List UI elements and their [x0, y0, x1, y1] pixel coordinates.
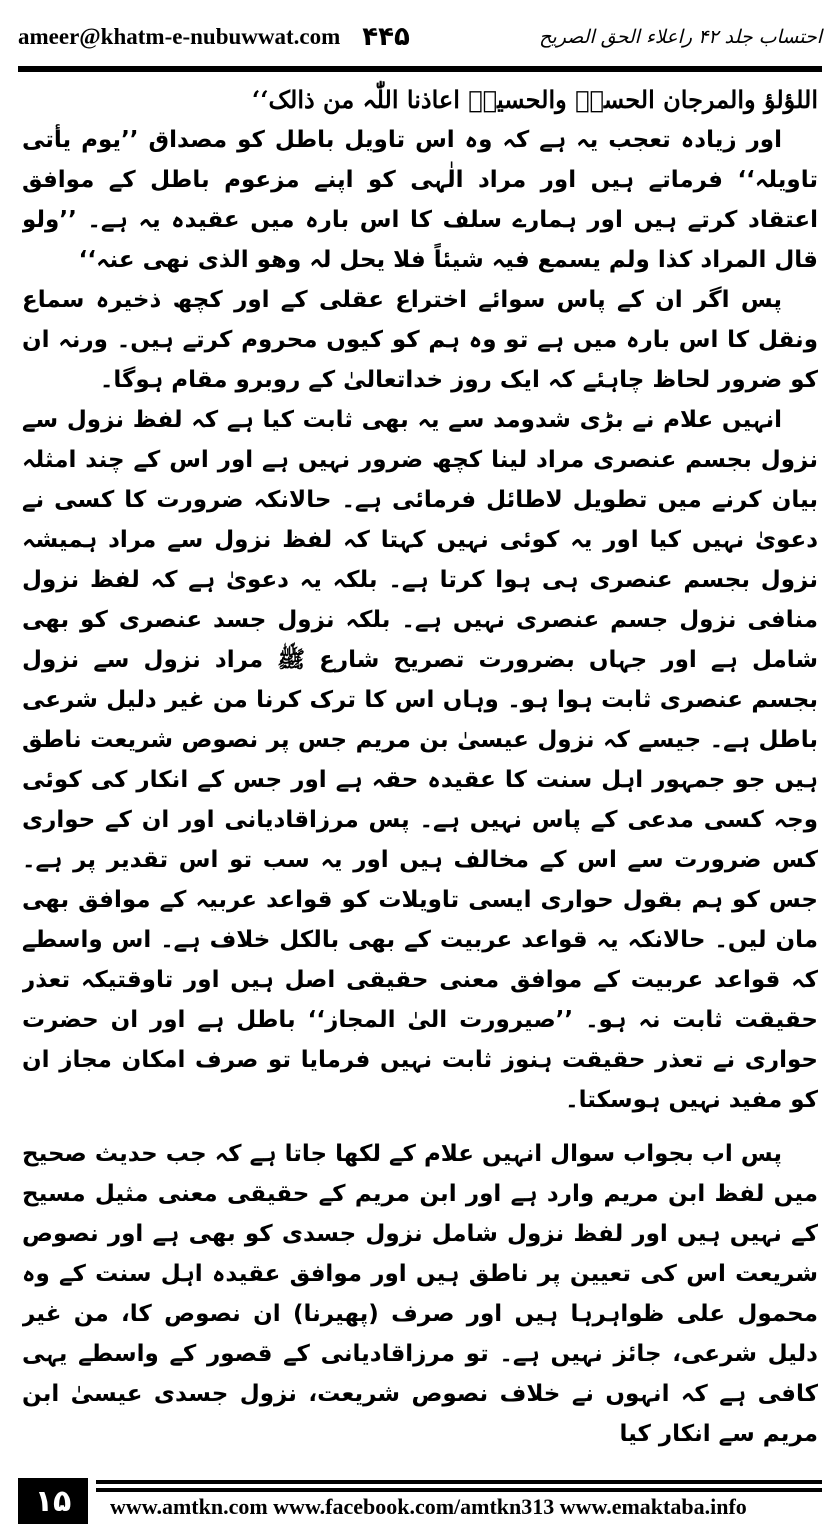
- header-page-number: ۴۴۵: [362, 22, 410, 52]
- paragraph-arabic-closing: اللؤلؤ والمرجان الحسنؓ والحسینؓ اعاذنا اللّٰہ من ذالک‘‘: [251, 85, 818, 114]
- paragraph-nuzul: انہیں علام نے بڑی شدومد سے یہ بھی ثابت کیا ہے کہ لفظ نزول سے نزول بجسم عنصری مراد لینا کچھ ضرور نہیں ہے اور اس کے چند امثلہ بیان کرنے میں تطویل لاطائل فرمائی ہے۔ حالانکہ ضرورت کا کسی نے دعویٰ نہیں کیا اور یہ کوئی نہیں کہتا کہ لفظ نزول سے مراد ہمیشہ نزول بجسم عنصری ہی ہوا کرتا ہے۔ بلکہ یہ دعویٰ ہے کہ لفظ نزول منافی نزول جسم عنصری نہیں ہے۔ بلکہ نزول جسد عنصری کو بھی شامل ہے اور جہاں بضرورت تصریح شارع ﷺ مراد نزول سے نزول بجسم عنصری ثابت ہوا ہو۔ وہاں اس کا ترک کرنا من غیر دلیل شرعی باطل ہے۔ جیسے کہ نزول عیسیٰ بن مریم جس پر نصوص شریعت ناطق ہیں جو جمہور اہل سنت کا عقیدہ حقہ ہے اور جس کے انکار کی کوئی وجہ کسی مدعی کے پاس نہیں ہے۔ پس مرزاقادیانی اور ان کے حواری کس ضرورت سے اس کے مخالف ہیں اور یہ سب تو اس تقدیر پر ہے۔ جس کو ہم بقول حواری ایسی تاویلات کو قواعد عربیہ کے موافق بھی مان لیں۔ حالانکہ یہ قواعد عربیت کے بھی بالکل خلاف ہے۔ اس واسطے کہ قواعد عربیت کے موافق معنی حقیقی اصل ہیں اور تاوقتیکہ تعذر حقیقت ثابت نہ ہو۔ ’’صیرورت الیٰ المجاز‘‘ باطل ہے اور ان حضرت حواری نے تعذر حقیقت ہنوز ثابت نہیں فرمایا تو صرف امکان مجاز ان کو مفید نہیں ہوسکتا۔: [22, 407, 818, 1113]
- page-footer: [18, 1478, 822, 1524]
- footer-websites[interactable]: www.amtkn.com www.facebook.com/amtkn313 www.emaktaba.info: [110, 1494, 747, 1519]
- footer-rule-top: [96, 1480, 822, 1484]
- paragraph-tajjub: اور زیادہ تعجب یہ ہے کہ وہ اس تاویل باطل کو مصداق ’’یوم یأتی تاویلہ‘‘ فرماتے ہیں اور مراد الٰہی کو اپنے مزعوم باطل کے موافق اعتقاد کرتے ہیں اور ہمارے سلف کا اس بارہ میں عقیدہ یہ ہے۔ ’’ولو قال المراد کذا ولم یسمع فیہ شیئاً فلا یحل لہ وھو الذی نھی عنہ‘‘: [22, 127, 818, 273]
- header-email[interactable]: ameer@khatm-e-nubuwwat.com: [18, 24, 341, 49]
- page-header: [18, 14, 822, 60]
- header-left: [18, 22, 410, 52]
- header-running-title: احتساب جلد ۴۲ راعلاء الحق الصریح: [539, 26, 822, 48]
- paragraph-ikhtira: پس اگر ان کے پاس سوائے اختراع عقلی کے اور کچھ ذخیرہ سماع ونقل کا اس بارہ میں ہے تو وہ ہم کو کیوں محروم کرتے ہیں۔ ورنہ ان کو ضرور لحاظ چاہئے کہ ایک روز خداتعالیٰ کے روبرو مقام ہوگا۔: [22, 287, 818, 393]
- footer-rule-bottom: [96, 1488, 822, 1492]
- footer-folio: ۱۵: [18, 1478, 88, 1524]
- page-body: [22, 80, 818, 1460]
- header-rule: [18, 66, 822, 72]
- paragraph-jawab: پس اب بجواب سوال انہیں علام کے لکھا جاتا ہے کہ جب حدیث صحیح میں لفظ ابن مریم وارد ہے اور ابن مریم کے حقیقی معنی مثیل مسیح کے نہیں ہیں اور لفظ نزول شامل نزول جسدی کو بھی ہے اور نصوص شریعت اس کی تعیین پر ناطق ہیں اور موافق عقیدہ اہل سنت کے وہ محمول علی ظواہرہا ہیں اور صرف (پھیرنا) ان نصوص کا، من غیر دلیل شرعی، جائز نہیں ہے۔ تو مرزاقادیانی کے قصور کے واسطے یہی کافی ہے کہ انہوں نے خلاف نصوص شریعت، نزول جسدی عیسیٰ ابن مریم سے انکار کیا: [22, 1141, 818, 1447]
